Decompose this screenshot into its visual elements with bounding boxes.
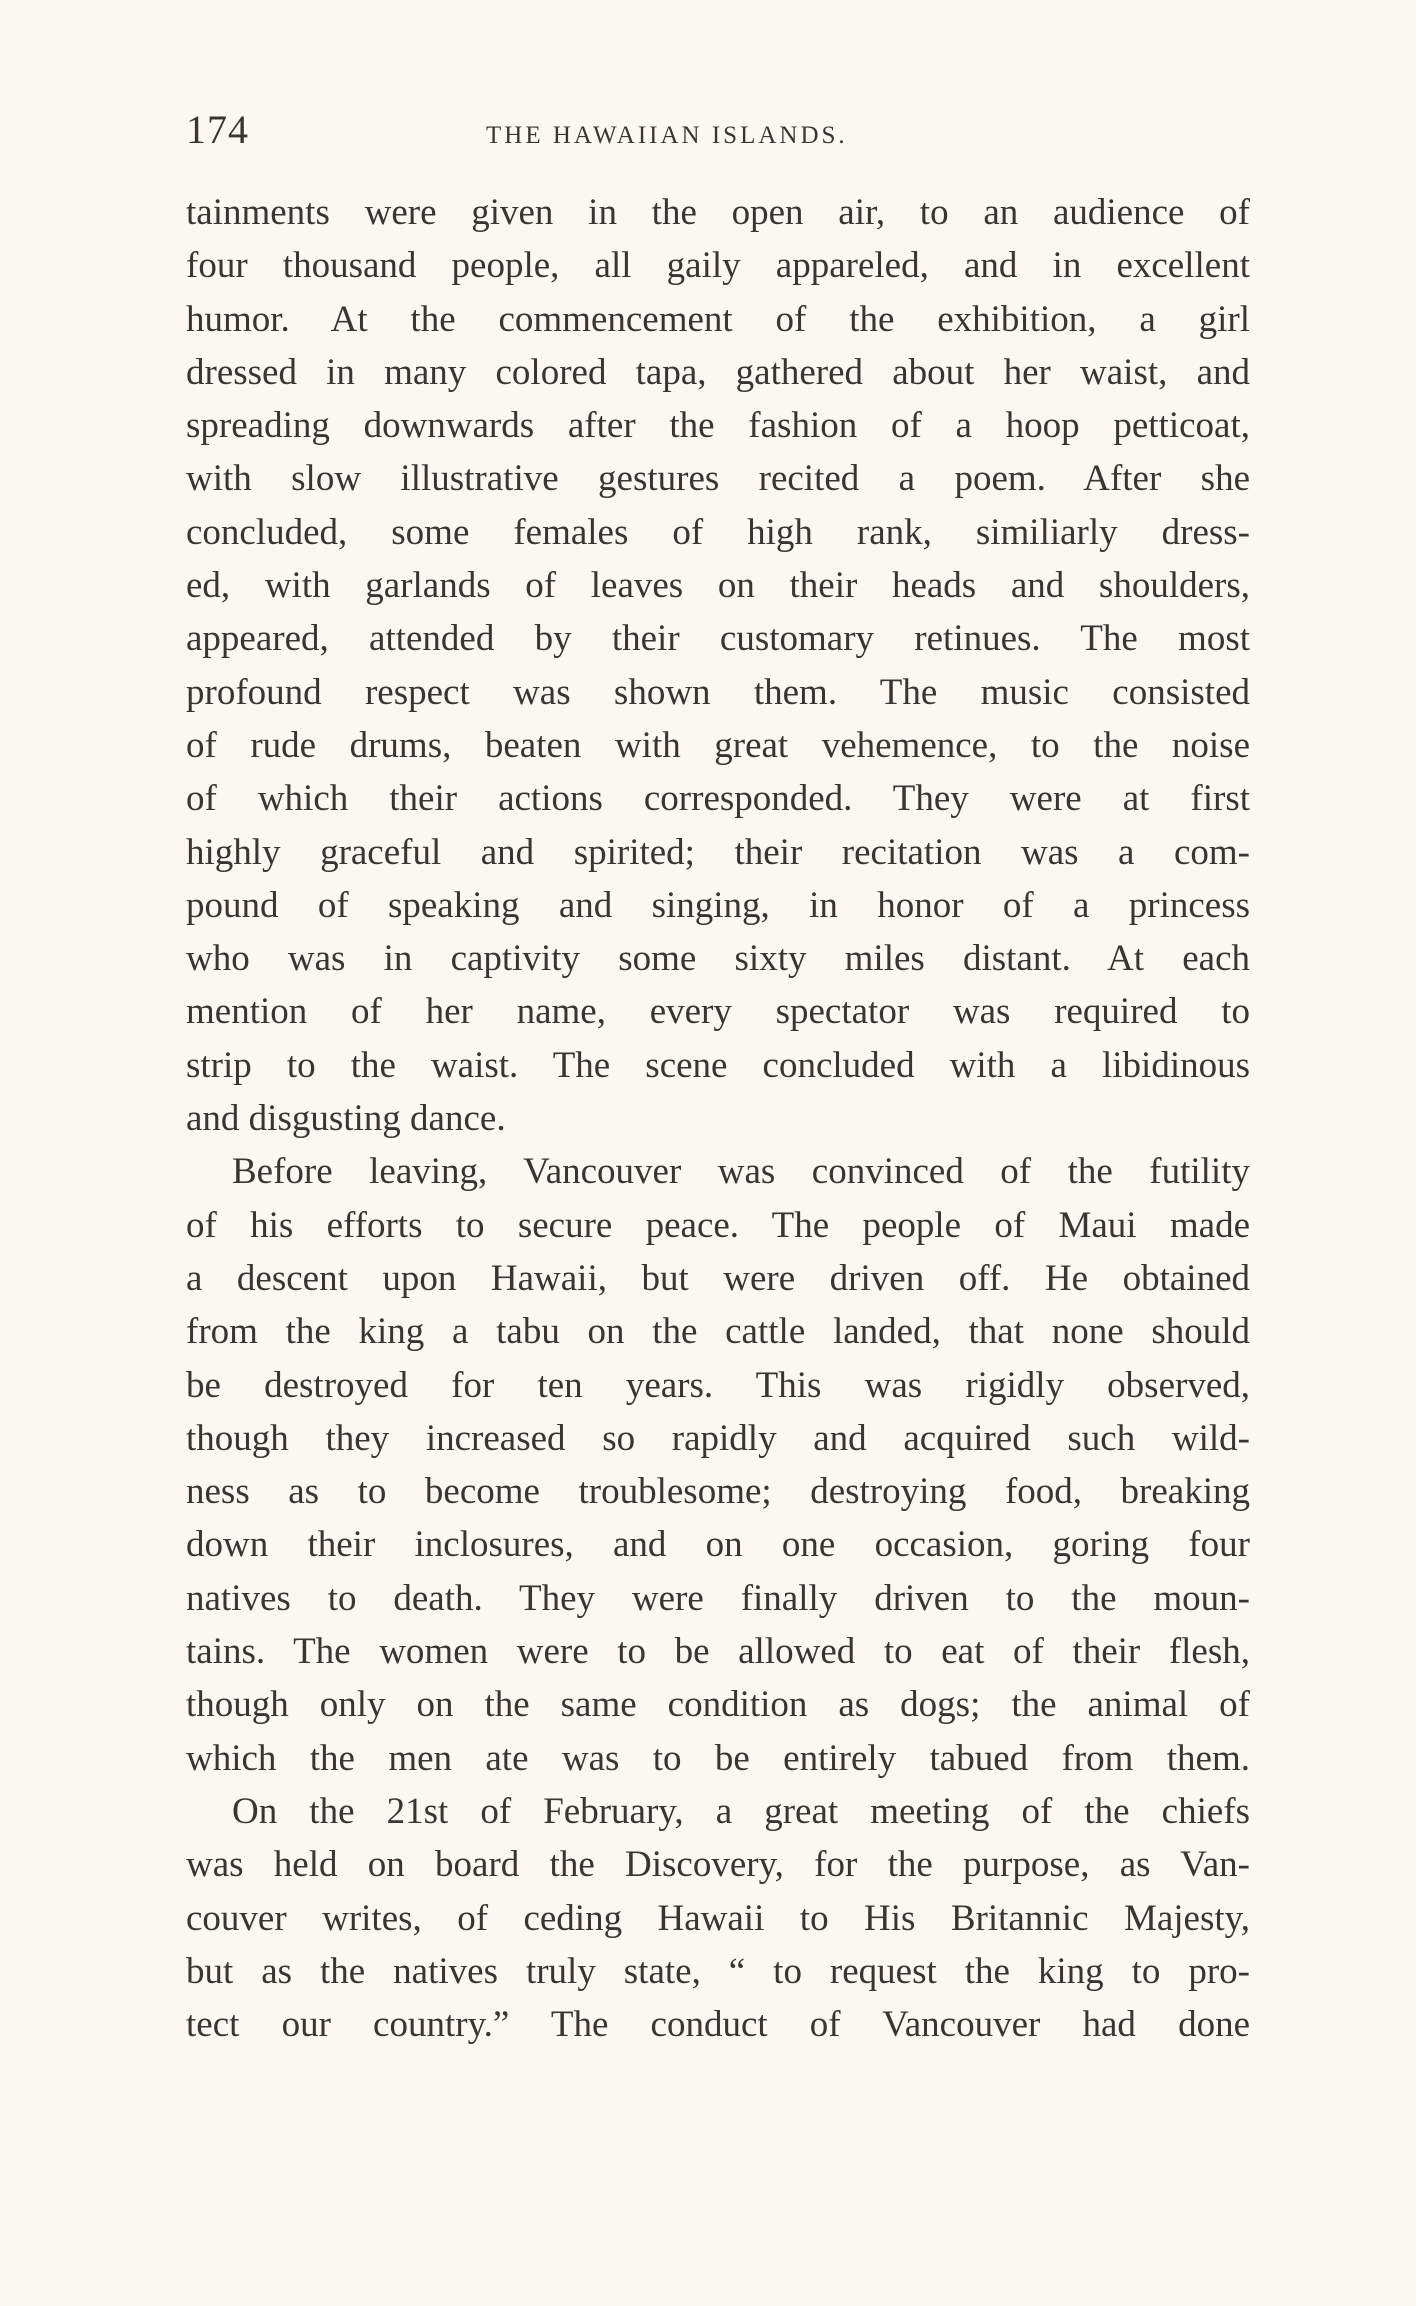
text-line: four thousand people, all gaily appareled, and in excellent bbox=[186, 245, 1250, 287]
text-line: from the king a tabu on the cattle landed, that none should bbox=[186, 1311, 1250, 1353]
text-line: ness as to become troublesome; destroying food, breaking bbox=[186, 1471, 1250, 1513]
text-line: strip to the waist. The scene concluded with a libidinous bbox=[186, 1044, 1250, 1086]
text-line: and disgusting dance. bbox=[186, 1098, 506, 1140]
text-line: On the 21st of February, a great meeting of the chiefs bbox=[232, 1790, 1250, 1832]
text-line: was held on board the Discovery, for the purpose, as Van- bbox=[186, 1844, 1250, 1886]
text-line: of his efforts to secure peace. The people of Maui made bbox=[186, 1204, 1250, 1246]
body-text bbox=[186, 186, 1250, 2051]
text-line: down their inclosures, and on one occasion, goring four bbox=[186, 1524, 1250, 1566]
text-line: a descent upon Hawaii, but were driven off. He obtained bbox=[186, 1257, 1250, 1299]
text-line: tains. The women were to be allowed to eat of their flesh, bbox=[186, 1631, 1250, 1673]
text-line: Before leaving, Vancouver was convinced of the futility bbox=[232, 1151, 1250, 1193]
text-line: of rude drums, beaten with great vehemence, to the noise bbox=[186, 724, 1250, 766]
text-line: ed, with garlands of leaves on their heads and shoulders, bbox=[186, 565, 1250, 607]
text-line: be destroyed for ten years. This was rigidly observed, bbox=[186, 1364, 1250, 1406]
text-line: dressed in many colored tapa, gathered about her waist, and bbox=[186, 351, 1250, 393]
text-line: profound respect was shown them. The music consisted bbox=[186, 671, 1250, 713]
text-line: spreading downwards after the fashion of a hoop petticoat, bbox=[186, 405, 1250, 447]
text-line: couver writes, of ceding Hawaii to His Britannic Majesty, bbox=[186, 1897, 1250, 1939]
text-line: though only on the same condition as dogs; the animal of bbox=[186, 1684, 1250, 1726]
text-line: highly graceful and spirited; their recitation was a com- bbox=[186, 831, 1250, 873]
page-number: 174 bbox=[186, 107, 249, 152]
text-line: but as the natives truly state, “ to request the king to pro- bbox=[186, 1950, 1250, 1992]
text-line: tainments were given in the open air, to an audience of bbox=[186, 192, 1250, 233]
text-line: which the men ate was to be entirely tabued from them. bbox=[186, 1737, 1250, 1779]
text-line: though they increased so rapidly and acquired such wild- bbox=[186, 1417, 1250, 1459]
text-line: of which their actions corresponded. They were at first bbox=[186, 778, 1250, 820]
text-line: tect our country.” The conduct of Vancouver had done bbox=[186, 2004, 1250, 2046]
running-head: THE HAWAIIAN ISLANDS. bbox=[486, 122, 848, 149]
text-line: with slow illustrative gestures recited a poem. After she bbox=[186, 458, 1250, 500]
text-line: who was in captivity some sixty miles distant. At each bbox=[186, 938, 1250, 980]
text-line: natives to death. They were finally driven to the moun- bbox=[186, 1577, 1250, 1619]
text-line: humor. At the commencement of the exhibition, a girl bbox=[186, 298, 1250, 340]
text-line: pound of speaking and singing, in honor of a princess bbox=[186, 884, 1250, 926]
text-line: mention of her name, every spectator was required to bbox=[186, 991, 1250, 1033]
text-line: appeared, attended by their customary retinues. The most bbox=[186, 618, 1250, 660]
page-header bbox=[186, 100, 1248, 160]
text-line: concluded, some females of high rank, similiarly dress- bbox=[186, 511, 1250, 553]
